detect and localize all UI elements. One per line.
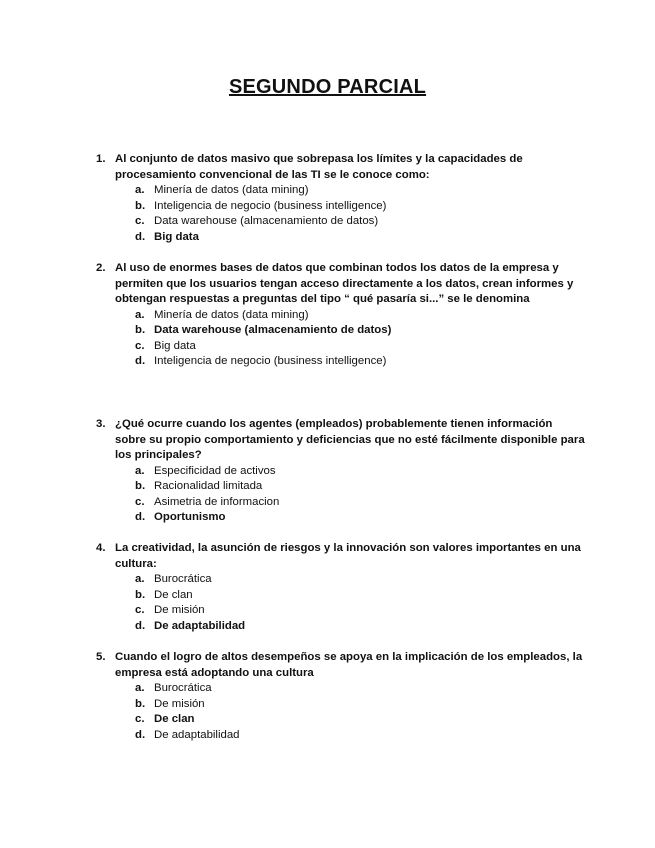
option-text: De clan [154,713,195,725]
option-b [135,697,586,713]
question-2 [96,261,586,370]
option-letter: b. [135,480,146,492]
option-list [96,183,586,245]
option-letter: d. [135,230,146,243]
question-header [96,261,586,308]
option-text: Especificidad de activos [154,464,276,477]
option-d [135,728,586,744]
option-letter: a. [135,573,145,585]
question-1 [96,152,586,245]
option-c-correct [135,712,586,728]
option-text: Minería de datos (data mining) [154,308,309,321]
option-text: Burocrática [154,682,212,694]
option-list [96,308,586,370]
option-text: Asimetria de informacion [154,495,280,508]
question-number: 1. [96,153,106,165]
option-b-correct [135,323,586,339]
page-title: SEGUNDO PARCIAL [228,76,427,98]
option-c [135,339,586,355]
option-text: Racionalidad limitada [154,480,263,492]
question-text: ¿Qué ocurre cuando los agentes (empleados) probablemente tienen información sobre su propio comportamiento y deficiencias que no esté fácilmente disponible para los principales? [115,418,585,461]
question-number: 2. [96,262,106,274]
option-letter: a. [135,308,145,321]
option-text: Data warehouse (almacenamiento de datos) [154,324,392,336]
option-text: Big data [154,230,199,243]
option-text: Inteligencia de negocio (business intelligence) [154,199,387,212]
option-text: Oportunismo [154,511,226,523]
option-list [96,464,586,526]
option-letter: d. [135,355,146,367]
question-number: 4. [96,542,106,554]
option-list [96,681,586,743]
option-text: Burocrática [154,573,212,585]
question-number: 5. [96,651,106,663]
option-letter: a. [135,184,145,196]
option-text: De misión [154,604,205,616]
option-text: Minería de datos (data mining) [154,184,309,196]
option-a [135,464,586,480]
option-d-correct [135,619,586,635]
option-c [135,214,586,230]
question-text: Al conjunto de datos masivo que sobrepasa los límites y la capacidades de procesamiento convencional de las TI se le conoce como: [115,153,523,181]
option-list [96,572,586,634]
option-text: De adaptabilidad [154,728,240,741]
option-letter: b. [135,697,146,710]
option-a [135,572,586,588]
question-number: 3. [96,418,106,430]
option-letter: c. [135,215,145,227]
option-letter: b. [135,324,146,336]
question-4 [96,541,586,634]
option-text: De clan [154,588,193,601]
option-text: De adaptabilidad [154,619,246,632]
question-header [96,417,586,464]
question-5 [96,650,586,743]
question-text: La creatividad, la asunción de riesgos y la innovación son valores importantes en una cultura: [115,542,581,570]
option-a [135,183,586,199]
question-header [96,650,586,681]
option-d-correct [135,230,586,246]
question-header [96,152,586,183]
option-letter: c. [135,604,145,616]
option-d-correct [135,510,586,526]
option-c [135,603,586,619]
option-text: Data warehouse (almacenamiento de datos) [154,215,379,227]
option-letter: c. [135,713,145,725]
option-letter: d. [135,619,146,632]
question-text: Cuando el logro de altos desempeños se apoya en la implicación de los empleados, la empresa está adoptando una cultura [115,651,583,679]
option-letter: b. [135,199,146,212]
option-a [135,308,586,324]
question-3 [96,417,586,526]
option-d [135,354,586,370]
option-letter: c. [135,495,145,508]
option-letter: b. [135,588,146,601]
option-letter: d. [135,728,146,741]
option-letter: d. [135,511,146,523]
option-a [135,681,586,697]
option-b [135,479,586,495]
option-c [135,495,586,511]
option-text: De misión [154,697,205,710]
question-text: Al uso de enormes bases de datos que combinan todos los datos de la empresa y permiten que los usuarios tengan acceso directamente a los datos, crean informes y obtengan respuestas a preguntas del tipo “ qué pasaría si...” se le denomina [115,262,574,305]
option-text: Big data [154,339,196,352]
option-letter: c. [135,339,145,352]
option-b [135,588,586,604]
option-text: Inteligencia de negocio (business intelligence) [154,355,387,367]
option-letter: a. [135,464,145,477]
option-letter: a. [135,682,145,694]
option-b [135,199,586,215]
question-header [96,541,586,572]
